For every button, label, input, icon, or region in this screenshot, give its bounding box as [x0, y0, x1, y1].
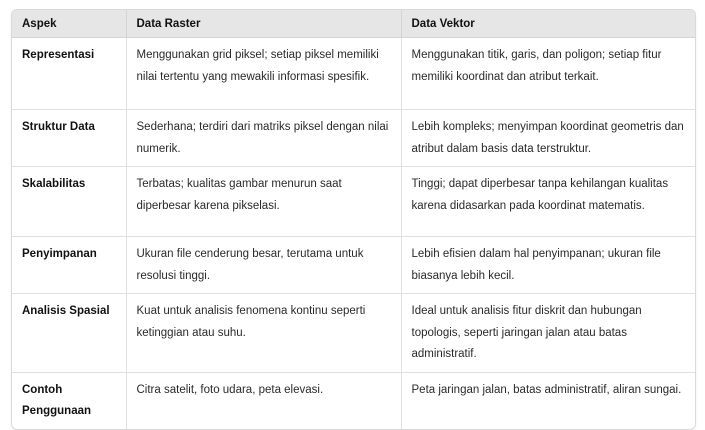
vector-cell: Tinggi; dapat diperbesar tanpa kehilangan kualitas karena didasarkan pada koordinat matematis. — [401, 167, 695, 237]
raster-cell: Ukuran file cenderung besar, terutama untuk resolusi tinggi. — [126, 237, 401, 294]
aspect-cell: Analisis Spasial — [12, 294, 126, 373]
table-row — [12, 237, 695, 294]
table-row — [12, 167, 695, 237]
raster-vector-comparison-table — [12, 10, 695, 429]
raster-cell: Menggunakan grid piksel; setiap piksel memiliki nilai tertentu yang mewakili informasi spesifik. — [126, 38, 401, 110]
table-row — [12, 38, 695, 110]
raster-cell: Sederhana; terdiri dari matriks piksel dengan nilai numerik. — [126, 110, 401, 167]
aspect-cell: Representasi — [12, 38, 126, 110]
table-row — [12, 110, 695, 167]
header-data-vektor: Data Vektor — [401, 10, 695, 38]
vector-cell: Ideal untuk analisis fitur diskrit dan hubungan topologis, seperti jaringan jalan atau batas administratif. — [401, 294, 695, 373]
header-aspek: Aspek — [12, 10, 126, 38]
table-row — [12, 372, 695, 429]
header-data-raster: Data Raster — [126, 10, 401, 38]
vector-cell: Lebih efisien dalam hal penyimpanan; ukuran file biasanya lebih kecil. — [401, 237, 695, 294]
aspect-cell: Skalabilitas — [12, 167, 126, 237]
vector-cell: Lebih kompleks; menyimpan koordinat geometris dan atribut dalam basis data terstruktur. — [401, 110, 695, 167]
aspect-cell: Struktur Data — [12, 110, 126, 167]
raster-cell: Citra satelit, foto udara, peta elevasi. — [126, 372, 401, 429]
vector-cell: Peta jaringan jalan, batas administratif, aliran sungai. — [411, 383, 682, 396]
aspect-cell: Penyimpanan — [12, 237, 126, 294]
aspect-cell: Contoh Penggunaan — [12, 372, 126, 429]
raster-cell: Terbatas; kualitas gambar menurun saat diperbesar karena pikselasi. — [126, 167, 401, 237]
comparison-table-container — [11, 9, 696, 430]
table-row — [12, 294, 695, 373]
raster-cell: Kuat untuk analisis fenomena kontinu seperti ketinggian atau suhu. — [126, 294, 401, 373]
vector-cell: Menggunakan titik, garis, dan poligon; setiap fitur memiliki koordinat dan atribut terkait. — [401, 38, 695, 110]
table-header-row — [12, 10, 695, 38]
